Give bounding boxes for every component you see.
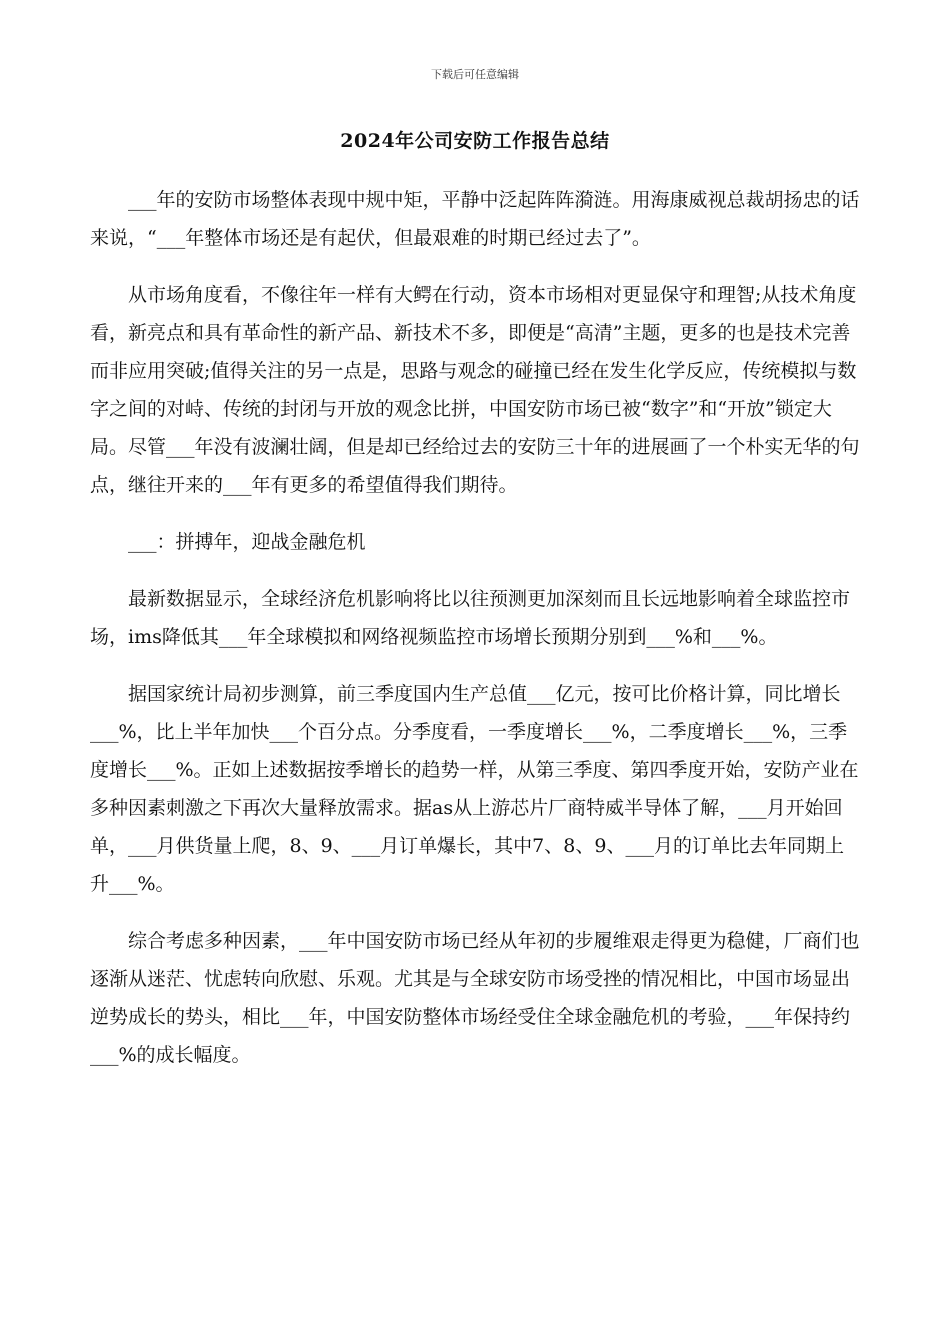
header-note: 下载后可任意编辑 bbox=[431, 68, 519, 81]
document-body bbox=[90, 181, 860, 1093]
document-title: 2024年公司安防工作报告总结 bbox=[340, 130, 610, 152]
paragraph: 最新数据显示，全球经济危机影响将比以往预测更加深刻而且长远地影响着全球监控市场，ims降低其___年全球模拟和网络视频监控市场增长预期分别到___%和___%。 bbox=[90, 588, 851, 648]
paragraph: 综合考虑多种因素，___年中国安防市场已经从年初的步履维艰走得更为稳健，厂商们也逐渐从迷茫、忧虑转向欣慰、乐观。尤其是与全球安防市场受挫的情况相比，中国市场显出逆势成长的势头，相比___年，中国安防整体市场经受住全球金融危机的考验，___年保持约___%的成长幅度。 bbox=[90, 930, 860, 1066]
paragraph: 据国家统计局初步测算，前三季度国内生产总值___亿元，按可比价格计算，同比增长___%，比上半年加快___个百分点。分季度看，一季度增长___%，二季度增长___%，三季度增长___%。正如上述数据按季增长的趋势一样，从第三季度、第四季度开始，安防产业在多种因素刺激之下再次大量释放需求。据as从上游芯片厂商特威半导体了解，___月开始回单，___月供货量上爬，8、9、___月订单爆长，其中7、8、9、___月的订单比去年同期上升___%。 bbox=[90, 683, 859, 895]
section-heading: ___：拼搏年，迎战金融危机 bbox=[128, 531, 366, 553]
paragraph: ___年的安防市场整体表现中规中矩，平静中泛起阵阵漪涟。用海康威视总裁胡扬忠的话来说，“___年整体市场还是有起伏，但最艰难的时期已经过去了”。 bbox=[90, 189, 860, 249]
paragraph: 从市场角度看，不像往年一样有大鳄在行动，资本市场相对更显保守和理智;从技术角度看，新亮点和具有革命性的新产品、新技术不多，即便是“高清”主题，更多的也是技术完善而非应用突破;值得关注的另一点是，思路与观念的碰撞已经在发生化学反应，传统模拟与数字之间的对峙、传统的封闭与开放的观念比拼，中国安防市场已被“数字”和“开放”锁定大局。尽管___年没有波澜壮阔，但是却已经给过去的安防三十年的进展画了一个朴实无华的句点，继往开来的___年有更多的希望值得我们期待。 bbox=[90, 284, 860, 496]
